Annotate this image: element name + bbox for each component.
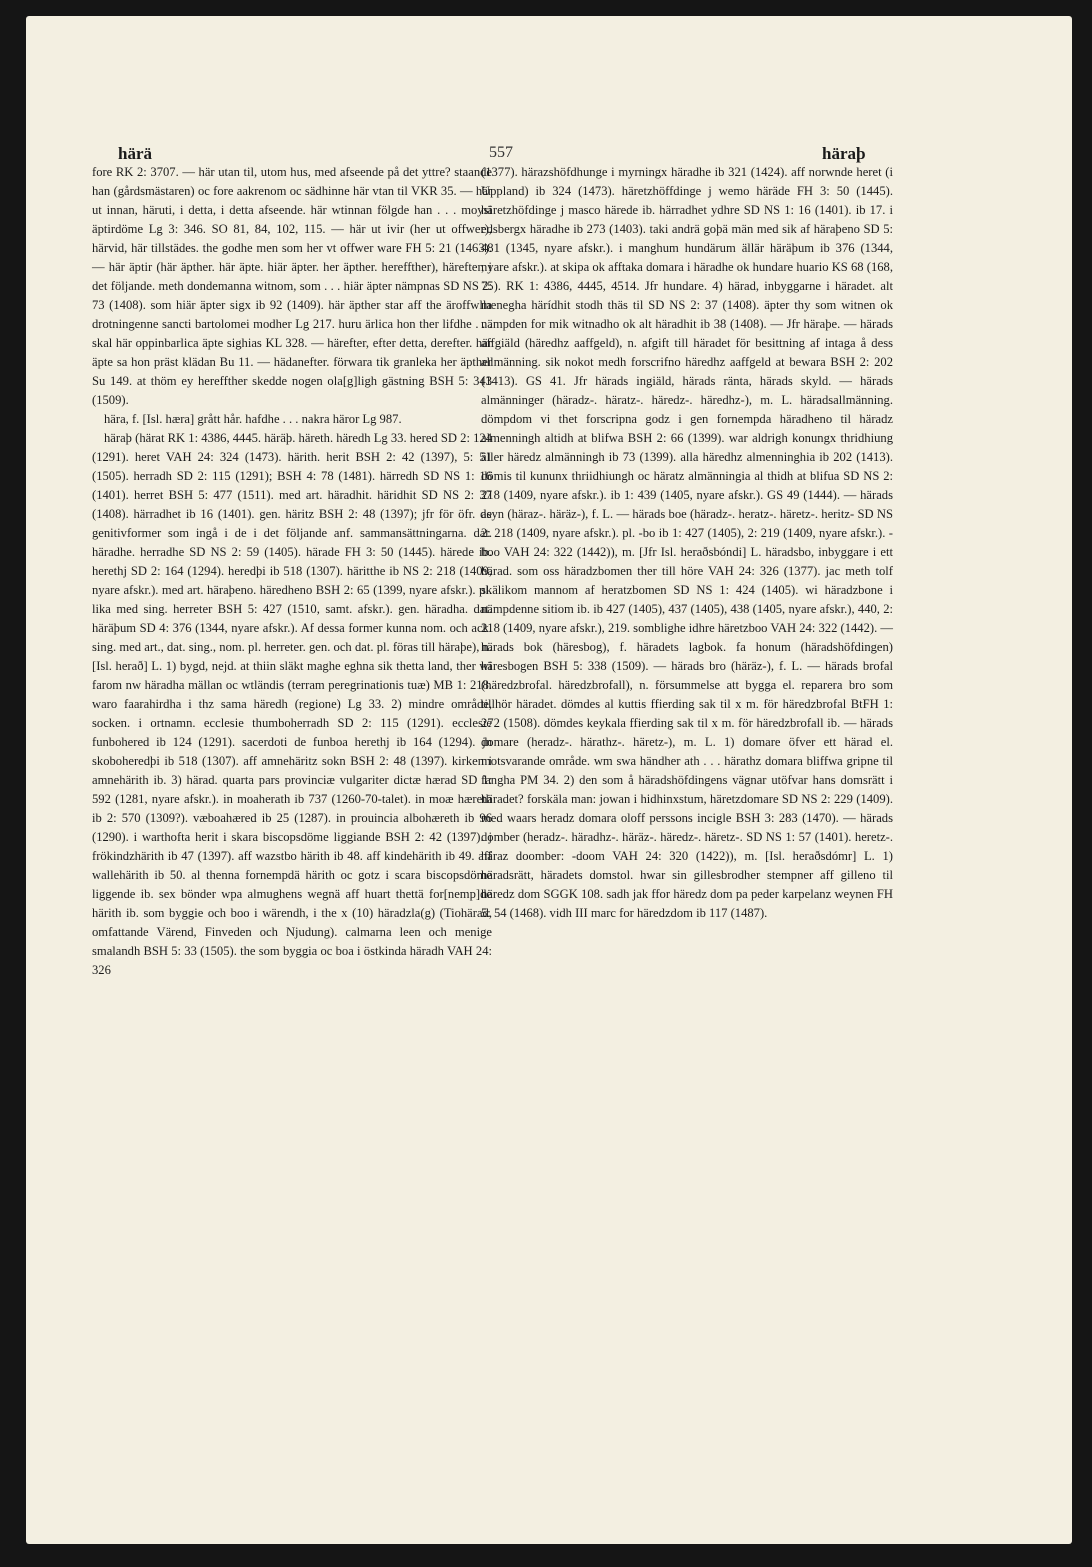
entry-paragraph: häraþ (härat RK 1: 4386, 4445. häräþ. häreth. häredh Lg 33. hered SD 2: 124 (1291). heret VAH 24: 324 (1473). härith. herit BSH 2: 42 (1397), 5: 51 (1505). herradh SD 2: 115 (1291); BSH 4: 78 (1481). härredh SD NS 1: 16 (1401). herret BSH 5: 477 (1511). med art. häradhit. häridhit SD NS 2: 37 (1408). härradhet ib 16 (1401). gen. häritz BSH 2: 48 (1397); jfr för öfr. de genitivformer som ingå i de i det följande anf. sammansättningarna. dat. häradhe. herradhe SD NS 2: 59 (1405). härade FH 3: 50 (1445). härede ib. herethj SD 2: 164 (1294). heredþi ib 518 (1307). häritthe ib NS 2: 218 (1409, nyare afskr.). med art. häraþeno. häredheno BSH 2: 65 (1399, nyare afskr.). pl. lika med sing. herreter BSH 5: 427 (1510, samt. afskr.). gen. häradha. dat. häräþum SD 4: 376 (1344, nyare afskr.). Af dessa former kunna nom. och ack. sing. med art., dat. sing., nom. pl. herreter. gen. och dat. pl. föras till häraþe), n. [Isl. herað] L. 1) bygd, nejd. at thiin släkt maghe eghna sik thetta land, ther wi farom nw häradha mällan oc wtländis (terram peregrinationis tuæ) MB 1: 218. waro faarahirdha i thz sama häredh (regione) Lg 33. 2) mindre område, socken. i ortnamn. ecclesie thumboherradh SD 2: 115 (1291). ecclesie funbohered ib 124 (1291). sacerdoti de funboa herethj ib 164 (1294). jn skoboheredþi ib 518 (1307). aff amnehäritz sokn BSH 2: 48 (1397). kirken i amnehärith ib. 3) härad. quarta pars provinciæ vulgariter dictæ hærad SD 1: 592 (1281, nyare afskr.). in moaherath ib 737 (1260-70-talet). in moæ hæreth ib 2: 570 (1309?). væboahæred ib 25 (1287). in prouincia albohæreth ib 96 (1290). i warthofta herit i skara biscopsdöme liggiande BSH 2: 42 (1397). j frökindzhärith ib 47 (1397). aff wazstbo härith ib 48. aff kindehärith ib 49. aff wallehärith ib 50. al thenna fornempdä härith oc gotz i scara biscopsdöme liggende ib. sex bönder wpa almughens wegnä aff huart thettä for[nemp]de härith ib. som byggie och boo i wärendh, i the x (10) häradzla(g) (Tiohärad, omfattande Värend, Finveden och Njudung). calmarna leen och menige smalandh BSH 5: 33 (1505). the som byggia oc boa i östkinda häradh VAH 24: 326 xyxy=(92,431,492,977)
header-left-word: härä xyxy=(118,144,152,163)
page-number: 557 xyxy=(489,144,513,161)
entry-paragraph: (1377). härazshöfdhunge i myrningx häradhe ib 321 (1424). aff norwnde heret (i Uppland) ib 324 (1473). häretzhöffdinge j wemo häräde FH 3: 50 (1445). häretzhöfdinge j masco härede ib. härradhet ydhre SD NS 1: 16 (1401). ib 17. i edsbergx häradhe ib 273 (1403). taki andrä goþä män med sik af häraþeno SD 5: 481 (1345, nyare afskr.). i manghum hundärum ällär häräþum ib 376 (1344, nyare afskr.). at skipa ok afftaka domara i häradhe ok hundare huario KS 68 (168, 75). RK 1: 4386, 4445, 4514. Jfr hundare. 4) härad, inbyggarne i häradet. alt menegha härídhit stodh thäs til SD NS 2: 37 (1408). äpter thy som witnen ok nämpden for mik witnadho ok alt häradhit ib 38 (1408). — Jfr häraþe. — härads affgiäld (häredhz aaffgeld), n. afgift till häradet för besittning af intaga å dess allmänning. sik nokot medh forscrifno häredhz aaffgeld at bewara BSH 2: 202 (1413). GS 41. Jfr härads ingiäld, härads ränta, härads skyld. — härads almänninger (häradz-. häratz-. häredz-. häredhz-), m. L. häradsallmänning. dömpdom vi thet forscripna godz i gen fornempda häradheno til häradz almenningh altidh at blifwa BSH 2: 66 (1399). war aldrigh konungx thridhiung äller häredz almänningh ib 73 (1399). alla häredhz almenninghia ib 202 (1413). dömis til kununx thriidhiungh oc häratz almänningia al thidh at blifua SD NS 2: 218 (1409, nyare afskr.). ib 1: 439 (1405, nyare afskr.). GS 49 (1444). — härads asyn (häraz-. häräz-), f. L. — härads boe (häradz-. heratz-. häretz-. heritz- SD NS 2: 218 (1409, nyare afskr.). pl. -bo ib 1: 427 (1405), 2: 219 (1409, nyare afskr.). -boo VAH 24: 322 (1442)), m. [Jfr Isl. heraðsbóndi] L. häradsbo, inbyggare i ett härad. som oss häradzbomen ther till höre VAH 24: 326 (1377). jac meth tolf skälikom mannom af heratzbomen SD NS 1: 424 (1405). wi häradzbone i nämpdenne sitiom ib. ib 427 (1405), 437 (1405), 438 (1405, nyare afskr.), 440, 2: 218 (1409, nyare afskr.), 219. somblighe idhre häretzboo VAH 24: 322 (1442). — härads bok (häresbog), f. häradets lagbok. fa honum (häradshöfdingen) häresbogen BSH 5: 338 (1509). — härads bro (häräz-), f. L. — härads brofal (häredzbrofal. häredzbrofall), n. försummelse att bygga el. reparera bro som tillhör häradet. dömdes al kuttis ffierding sak til x m. för häredzbrofal BtFH 1: 272 (1508). dömdes keykala ffierding sak til x m. för häredzbrofall ib. — härads domare (heradz-. härathz-. häretz-), m. L. 1) domare öfver ett härad el. motsvarande område. wm swa händher ath . . . härathz domara bliffwa gripne til fangha PM 34. 2) den som å häradshöfdingens vägnar utöfvar hans domsrätt i häradet? forskäla man: jowan i hidhinxstum, häretzdomare SD NS 2: 229 (1409). med waars heradz domara oloff perssons incigle BSH 3: 283 (1470). — härads domber (heradz-. häradhz-. häräz-. häredz-. häretz-. SD NS 1: 57 (1401). heretz-. häraz doomber: -doom VAH 24: 320 (1422)), m. [Isl. heraðsdómr] L. 1) häradsrätt, häradets domstol. hwar sin gillesbrodher stempner aff gilleno til häredz dom SGGK 108. sadh jak ffor häredz dom pa peder karpelanz weynen FH 5: 54 (1468). vidh III marc for häredzdom ib 117 (1487). xyxy=(481,165,893,920)
left-column xyxy=(92,163,492,980)
entry-paragraph: fore RK 2: 3707. — här utan til, utom hus, med afseende på det yttre? staande han (gårdsmästaren) oc fore aakrenom oc sädhinne här vtan til VKR 35. — här ut innan, häruti, i detta, i detta afseende. här wtinnan fölgde han . . . moysi äptirdöme Lg 3: 346. SO 81, 84, 102, 115. — här ut ivir (her ut offwer), härvid, här tillstädes. the godhe men som her vt offwer ware FH 5: 21 (1463). — här äptir (här äpther. här äpte. hiär äpter. her äpther. hereffther), härefter, i det följande. meth dondemanna witnom, som . . . hiär äpter nämpnas SD NS 2: 73 (1408). som hiär äpter sigx ib 92 (1409). här äpther star aff the äroffwlla drotningenne sancti bartolomei modher Lg 217. huru ärlica hon ther lifdhe . . . skal här oppinbarlica äpte sighias KL 328. — härefter, efter detta, derefter. här äpte sa hon präst klädan Bu 11. — hädanefter. förwara tik granleka her äpther Su 149. at thöm ey hereffther skedde nogen ola[g]ligh gästning BSH 5: 343 (1509). xyxy=(92,165,492,407)
entry-paragraph: hära, f. [Isl. hæra] grått hår. hafdhe . . . nakra häror Lg 987. xyxy=(104,412,402,426)
header-right-word: häraþ xyxy=(822,144,866,163)
right-column xyxy=(481,163,893,923)
